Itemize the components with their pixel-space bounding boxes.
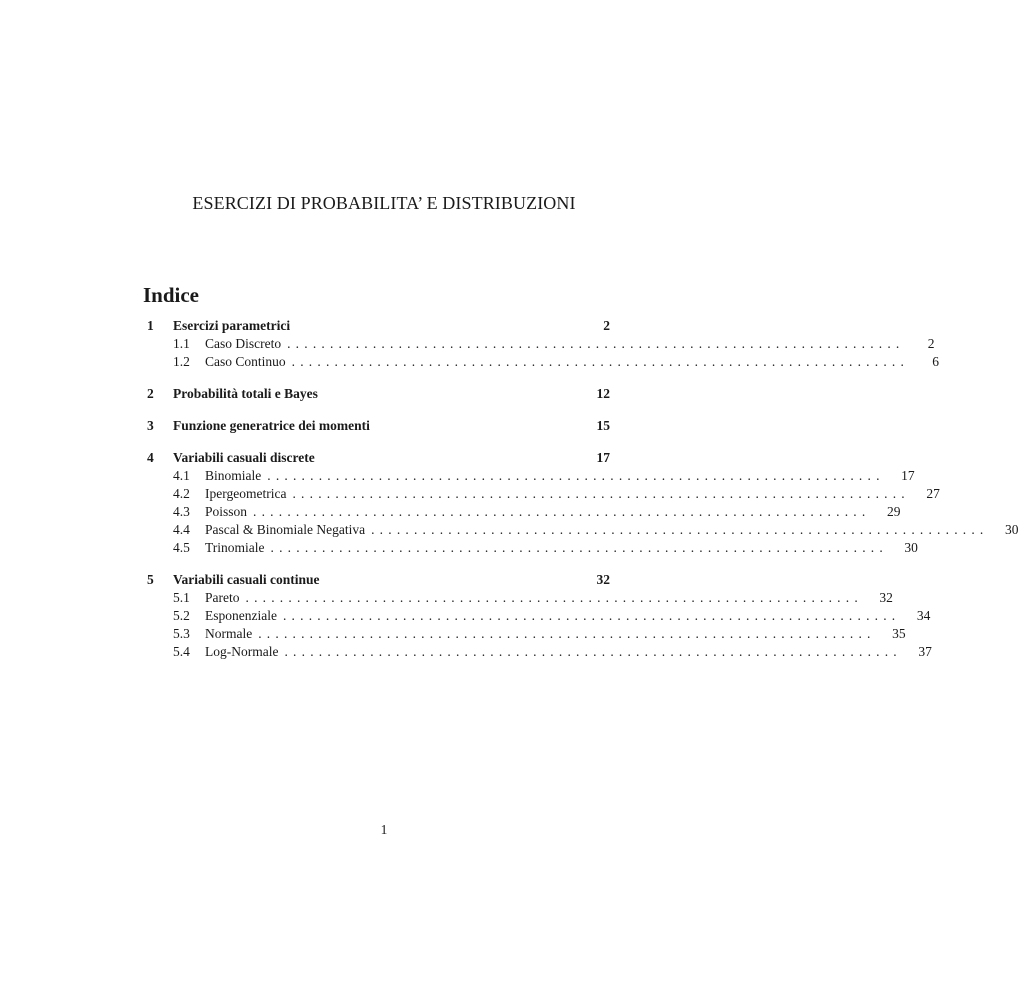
dot-leader: ........................................................................	[292, 486, 910, 501]
subsection-number: 4.1	[173, 468, 190, 483]
subsection-page: 32	[879, 590, 893, 605]
section-page: 12	[596, 386, 610, 401]
section-page: 15	[596, 418, 610, 433]
subsection-number: 5.3	[173, 626, 190, 641]
subsection-page: 2	[927, 336, 935, 351]
subsection-number: 4.3	[173, 504, 190, 519]
section-page: 32	[596, 572, 610, 587]
dot-leader: ........................................................................	[258, 626, 876, 641]
table-of-contents	[147, 317, 1019, 675]
subsection-title: Trinomiale	[205, 540, 265, 555]
dot-leader: ........................................................................	[371, 522, 989, 537]
toc-section	[147, 385, 610, 403]
subsection-title: Poisson	[205, 504, 248, 519]
subsection-number: 1.2	[173, 354, 190, 369]
subsection-title: Caso Continuo	[205, 354, 286, 369]
subsection-title: Esponenziale	[205, 608, 277, 623]
subsection-number: 1.1	[173, 336, 190, 351]
subsection-title: Binomiale	[205, 468, 262, 483]
subsection-page: 17	[901, 468, 915, 483]
toc-subsection-entry[interactable]	[147, 643, 932, 661]
dot-leader: ........................................................................	[282, 608, 901, 623]
toc-subsection-entry[interactable]	[147, 467, 915, 485]
toc-subsection-entry[interactable]	[147, 335, 935, 353]
section-page: 17	[596, 450, 610, 465]
toc-heading: Indice	[143, 283, 200, 307]
subsection-title: Pascal & Binomiale Negativa	[205, 522, 366, 537]
subsection-title: Caso Discreto	[205, 336, 282, 351]
toc-section	[147, 571, 932, 661]
dot-leader: ........................................................................	[253, 504, 871, 519]
subsection-number: 4.4	[173, 522, 190, 537]
document-title: ESERCIZI DI PROBABILITA’ E DISTRIBUZIONI	[192, 193, 576, 213]
section-number: 2	[147, 386, 154, 401]
toc-subsection-entry[interactable]	[147, 589, 893, 607]
dot-leader: ........................................................................	[245, 590, 863, 605]
dot-leader: ........................................................................	[291, 354, 910, 369]
subsection-page: 27	[926, 486, 940, 501]
subsection-number: 4.5	[173, 540, 190, 555]
section-number: 3	[147, 418, 154, 433]
subsection-title: Ipergeometrica	[205, 486, 287, 501]
subsection-number: 5.1	[173, 590, 190, 605]
section-title: Esercizi parametrici	[173, 318, 291, 333]
subsection-page: 30	[904, 540, 918, 555]
subsection-title: Log-Normale	[205, 644, 279, 659]
toc-subsection-entry[interactable]	[147, 485, 940, 503]
subsection-page: 35	[892, 626, 906, 641]
subsection-page: 29	[886, 504, 901, 519]
subsection-page: 6	[932, 354, 940, 369]
subsection-page: 37	[918, 644, 932, 659]
section-title: Probabilità totali e Bayes	[173, 386, 318, 401]
toc-section-entry[interactable]	[147, 449, 610, 467]
page-number: 1	[380, 822, 388, 837]
toc-section	[147, 449, 1019, 557]
dot-leader: ........................................................................	[284, 644, 902, 659]
toc-subsection-entry[interactable]	[147, 503, 901, 521]
toc-subsection-entry[interactable]	[147, 521, 1019, 539]
section-page: 2	[603, 318, 610, 333]
subsection-number: 5.2	[173, 608, 190, 623]
section-number: 1	[147, 318, 154, 333]
toc-subsection-entry[interactable]	[147, 607, 931, 625]
dot-leader: ........................................................................	[287, 336, 905, 351]
section-title: Variabili casuali continue	[173, 572, 320, 587]
section-number: 5	[147, 572, 154, 587]
toc-subsection-entry[interactable]	[147, 353, 940, 371]
toc-section-entry[interactable]	[147, 317, 610, 335]
section-title: Funzione generatrice dei momenti	[173, 418, 370, 433]
toc-section-entry[interactable]	[147, 571, 610, 589]
subsection-page: 34	[916, 608, 931, 623]
dot-leader: ........................................................................	[270, 540, 888, 555]
subsection-title: Normale	[205, 626, 253, 641]
section-title: Variabili casuali discrete	[173, 450, 315, 465]
subsection-page: 30	[1005, 522, 1019, 537]
dot-leader: ........................................................................	[267, 468, 885, 483]
toc-subsection-entry[interactable]	[147, 539, 918, 557]
toc-section	[147, 417, 610, 435]
toc-section	[147, 317, 940, 371]
subsection-number: 5.4	[173, 644, 190, 659]
toc-subsection-entry[interactable]	[147, 625, 906, 643]
toc-section-entry[interactable]	[147, 385, 610, 403]
subsection-number: 4.2	[173, 486, 190, 501]
section-number: 4	[147, 450, 154, 465]
toc-section-entry[interactable]	[147, 417, 610, 435]
subsection-title: Pareto	[205, 590, 240, 605]
